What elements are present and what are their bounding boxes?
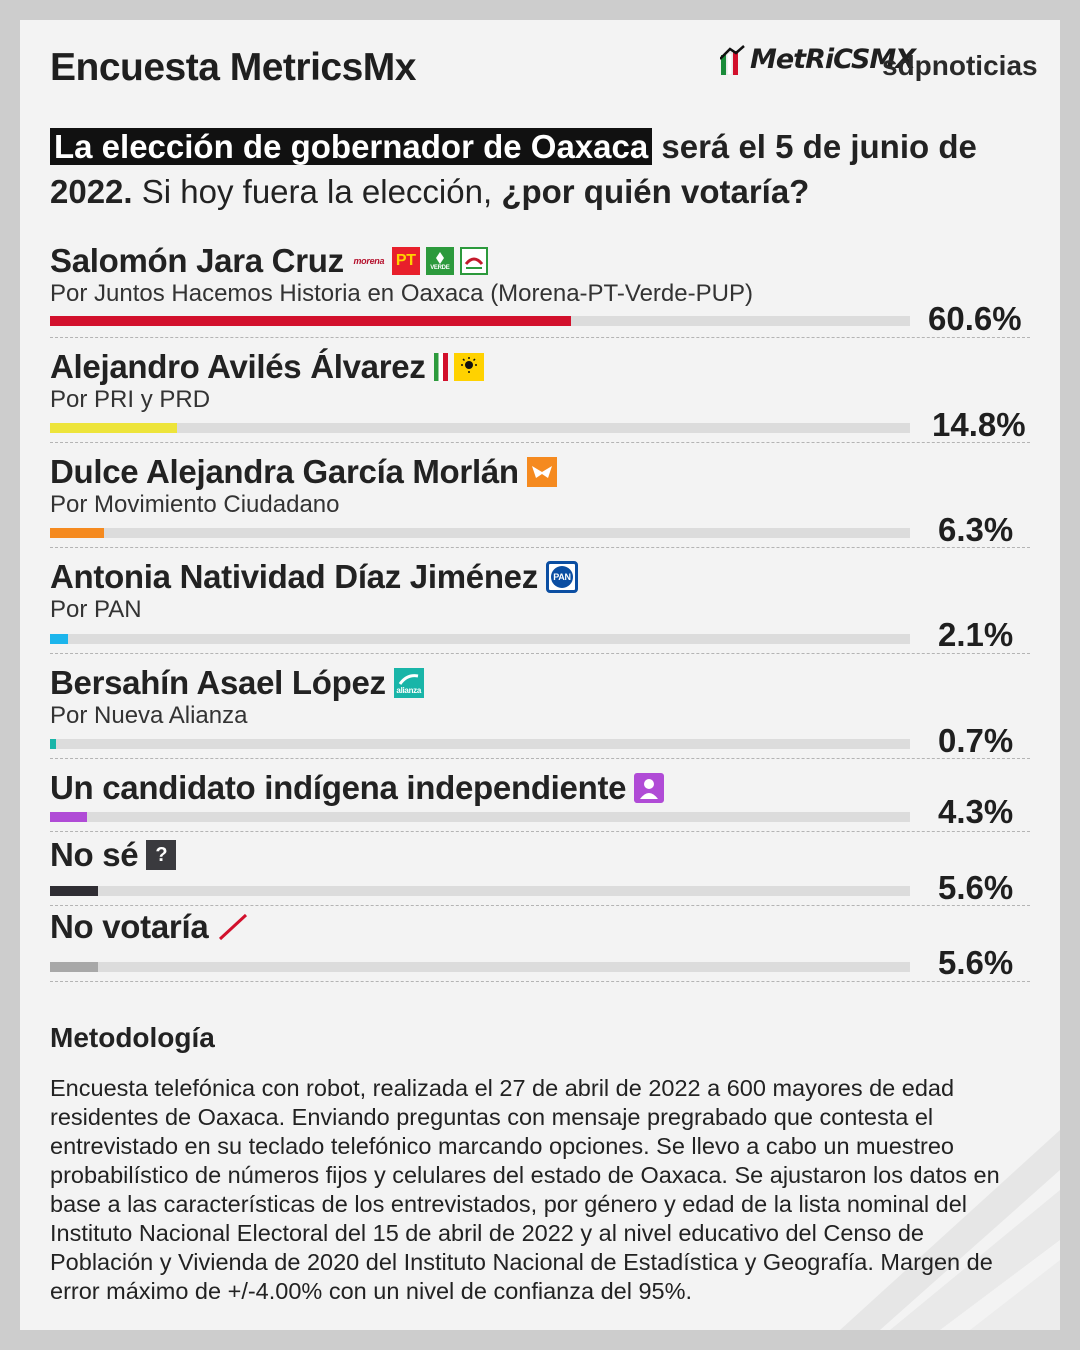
pt-logo-icon: PT (392, 247, 420, 275)
candidate-name-text: Alejandro Avilés Álvarez (50, 348, 426, 385)
bar-track (50, 886, 910, 896)
result-row (50, 759, 1030, 832)
party-logos (394, 668, 424, 698)
bar-fill (50, 886, 98, 896)
methodology-title: Metodología (50, 1022, 215, 1053)
verde-label: VERDE (430, 265, 450, 271)
pri-logo-icon (434, 353, 448, 381)
survey-question (50, 124, 1030, 214)
candidate-name-text: Un candidato indígena independiente (50, 769, 627, 806)
methodology-text: Encuesta telefónica con robot, realizada el 27 de abril de 2022 a 600 mayores de edad residentes de Oaxaca. Enviando preguntas con mensaje pregrabado que contesta el entrevistado en su teclado telefónico marcando opciones. Se llevo a cabo un muestreo probabilístico de números fijos y celulares del estado de Oaxaca. Se ajustaron los datos en base a las características de los entrevistados, por género y edad de la lista nominal del Instituto Nacional Electoral del 15 de abril de 2022 y al nivel educativo del Censo de Población y Vivienda de 2020 del Instituto Nacional de Estadística y Geografía. Margen de error máximo de +/-4.00% con un nivel de confianza del 95%. (50, 1075, 1000, 1304)
percentage-label: 5.6% (938, 944, 1014, 981)
verde-logo-icon (426, 247, 454, 275)
candidate-name-text: No sé (50, 836, 139, 873)
percentage-label: 4.3% (938, 793, 1014, 830)
alianza-label: alianza (396, 685, 422, 695)
percentage-label: 14.8% (932, 406, 1026, 443)
percentage-label: 5.6% (938, 869, 1014, 906)
bar-track (50, 812, 910, 822)
result-row (50, 548, 1030, 654)
result-row (50, 338, 1030, 443)
candidate-name (50, 908, 250, 946)
party-logos (352, 247, 488, 275)
page-title: Encuesta MetricsMx (50, 46, 416, 89)
candidate-name-text: Bersahín Asael López (50, 664, 386, 701)
bar-fill (50, 962, 98, 972)
mc-logo-icon (527, 457, 557, 487)
nueva-alianza-logo-icon (394, 668, 424, 698)
question-highlight: La elección de gobernador de Oaxaca (50, 128, 652, 165)
candidate-name (50, 348, 484, 386)
question-part1: será el 5 de junio de (652, 128, 977, 165)
bar-track (50, 739, 910, 749)
bar-fill (50, 423, 177, 433)
slash-icon (216, 911, 250, 943)
party-logos (527, 457, 557, 487)
candidate-name (50, 453, 557, 491)
candidate-name (50, 242, 488, 280)
candidate-name (50, 769, 664, 807)
bar-track (50, 528, 910, 538)
question-icon: ? (146, 840, 176, 870)
candidate-name-text: No votaría (50, 908, 209, 945)
logo-wordmark: MetRiCSMX (750, 44, 916, 75)
candidate-party: Por PAN (50, 596, 142, 623)
pup-logo-icon (460, 247, 488, 275)
infographic-card (20, 20, 1060, 1330)
candidate-name-text: Dulce Alejandra García Morlán (50, 453, 519, 490)
candidate-name-text: Antonia Natividad Díaz Jiménez (50, 558, 538, 595)
pan-logo-icon (546, 561, 578, 593)
percentage-label: 2.1% (938, 616, 1014, 653)
bar-track (50, 316, 910, 326)
bar-fill (50, 812, 87, 822)
candidate-party: Por PRI y PRD (50, 386, 211, 413)
question-bold: ¿por quién votaría? (501, 173, 810, 210)
question-year: 2022. (50, 173, 133, 210)
result-row (50, 232, 1030, 338)
morena-logo-icon: morena (353, 256, 385, 266)
candidate-party: Por Movimiento Ciudadano (50, 491, 340, 518)
party-logos (546, 561, 578, 593)
person-icon (634, 773, 664, 803)
party-logos (216, 911, 250, 943)
bar-track (50, 962, 910, 972)
candidate-name-text: Salomón Jara Cruz (50, 242, 344, 279)
party-logos (146, 840, 176, 870)
party-logos (434, 353, 484, 381)
bar-track (50, 634, 910, 644)
bar-track (50, 423, 910, 433)
party-logos (634, 773, 664, 803)
result-row (50, 832, 1030, 906)
result-row (50, 654, 1030, 759)
candidate-name (50, 664, 424, 702)
trend-arrow-icon (720, 45, 746, 75)
question-part2: Si hoy fuera la elección, (132, 173, 502, 210)
candidate-party: Por Juntos Hacemos Historia en Oaxaca (Morena-PT-Verde-PUP) (50, 280, 753, 307)
candidate-name (50, 558, 578, 596)
candidate-name (50, 836, 176, 874)
result-row (50, 906, 1030, 982)
bar-fill (50, 316, 571, 326)
bar-fill (50, 528, 104, 538)
percentage-label: 0.7% (938, 722, 1014, 759)
pan-label: PAN (553, 572, 571, 582)
result-row (50, 443, 1030, 548)
prd-logo-icon (454, 353, 484, 381)
percentage-label: 6.3% (938, 511, 1014, 548)
bar-fill (50, 634, 68, 644)
candidate-party: Por Nueva Alianza (50, 702, 248, 729)
bar-fill (50, 739, 56, 749)
percentage-label: 60.6% (928, 300, 1022, 337)
brand-name: sdpnoticias (882, 50, 1038, 81)
